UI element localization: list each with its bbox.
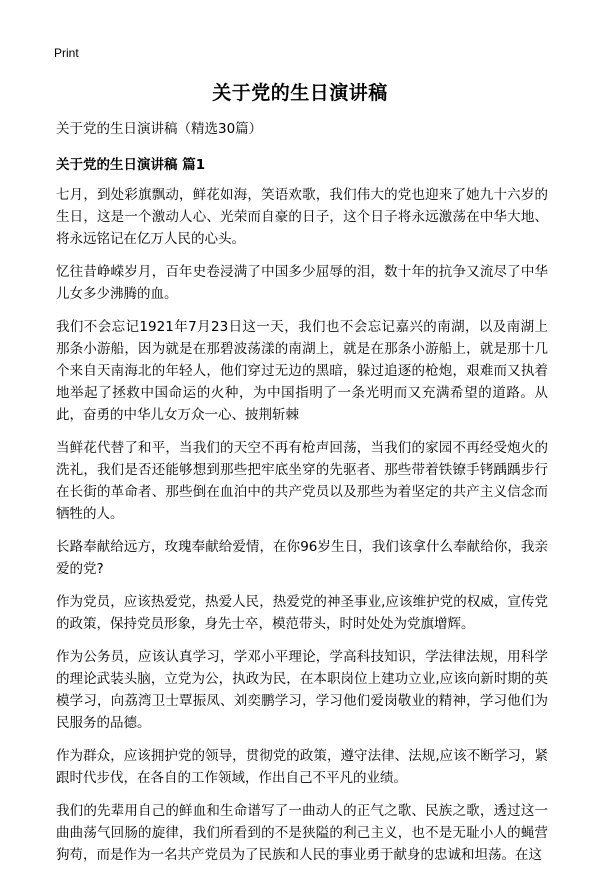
paragraph: 作为党员，应该热爱党，热爱人民，热爱党的神圣事业,应该维护党的权威，宣传党的政策，保持党员形象，身先士卒，模范带头，时时处处为党旗增辉。	[56, 594, 548, 632]
paragraph: 我们的先辈用自己的鲜血和生命谱写了一曲动人的正气之歌、民族之歌，透过这一曲曲荡气回肠的旋律，我们所看到的不是狭隘的利己主义，也不是无耻小人的蝇营狗苟，而是作为一名共产党员为了民族和人民的事业勇于献身的忠诚和坦荡。在这	[56, 803, 548, 863]
paragraph: 七月，到处彩旗飘动，鲜花如海，笑语欢歌，我们伟大的党也迎来了她九十六岁的生日，这是一个激动人心、光荣而自豪的日子，这个日子将永远激荡在中华大地、将永远铭记在亿万人民的心头。	[56, 187, 548, 247]
document-body	[56, 118, 548, 877]
paragraph: 我们不会忘记1921年7月23日这一天，我们也不会忘记嘉兴的南湖，以及南湖上那条小游船，因为就是在那碧波荡漾的南湖上，就是在那条小游船上，就是那十几个来自天南海北的年轻人，他们穿过无边的黑暗，躲过追逐的枪炮，艰难而又执着地举起了拯救中国命运的火种，为中国指明了一条光明而又充满希望的道路。从此，奋勇的中华儿女万众一心、披荆斩棘	[56, 319, 548, 423]
paragraph: 当鲜花代替了和平，当我们的天空不再有枪声回荡，当我们的家园不再经受炮火的洗礼，我们是否还能够想到那些把牢底坐穿的先驱者、那些带着铁镣手铐踽踽步行在长街的革命者、那些倒在血泊中的共产党员以及那些为着坚定的共产主义信念而牺牲的人。	[56, 440, 548, 522]
paragraph: 长路奉献给远方，玫瑰奉献给爱情，在你96岁生日，我们该拿什么奉献给你，我亲爱的党?	[56, 539, 548, 577]
paragraph: 作为公务员，应该认真学习，学邓小平理论，学高科技知识，学法律法规，用科学的理论武装头脑，立党为公，执政为民，在本职岗位上建功立业,应该向新时期的英模学习，向荔湾卫士覃振凤、刘奕鹏学习，学习他们爱岗敬业的精神，学习他们为民服务的品德。	[56, 649, 548, 731]
document-title: 关于党的生日演讲稿	[212, 82, 388, 104]
paragraph: 作为群众，应该拥护党的领导，贯彻党的政策，遵守法律、法规,应该不断学习，紧跟时代步伐，在各自的工作领域，作出自己不平凡的业绩。	[56, 748, 548, 786]
paragraph: 忆往昔峥嵘岁月，百年史卷浸满了中国多少屈辱的泪，数十年的抗争又流尽了中华儿女多少沸腾的血。	[56, 264, 548, 302]
section-heading: 关于党的生日演讲稿 篇1	[56, 157, 206, 173]
print-link[interactable]: Print	[54, 46, 79, 60]
document-subtitle: 关于党的生日演讲稿（精选30篇）	[56, 121, 263, 137]
